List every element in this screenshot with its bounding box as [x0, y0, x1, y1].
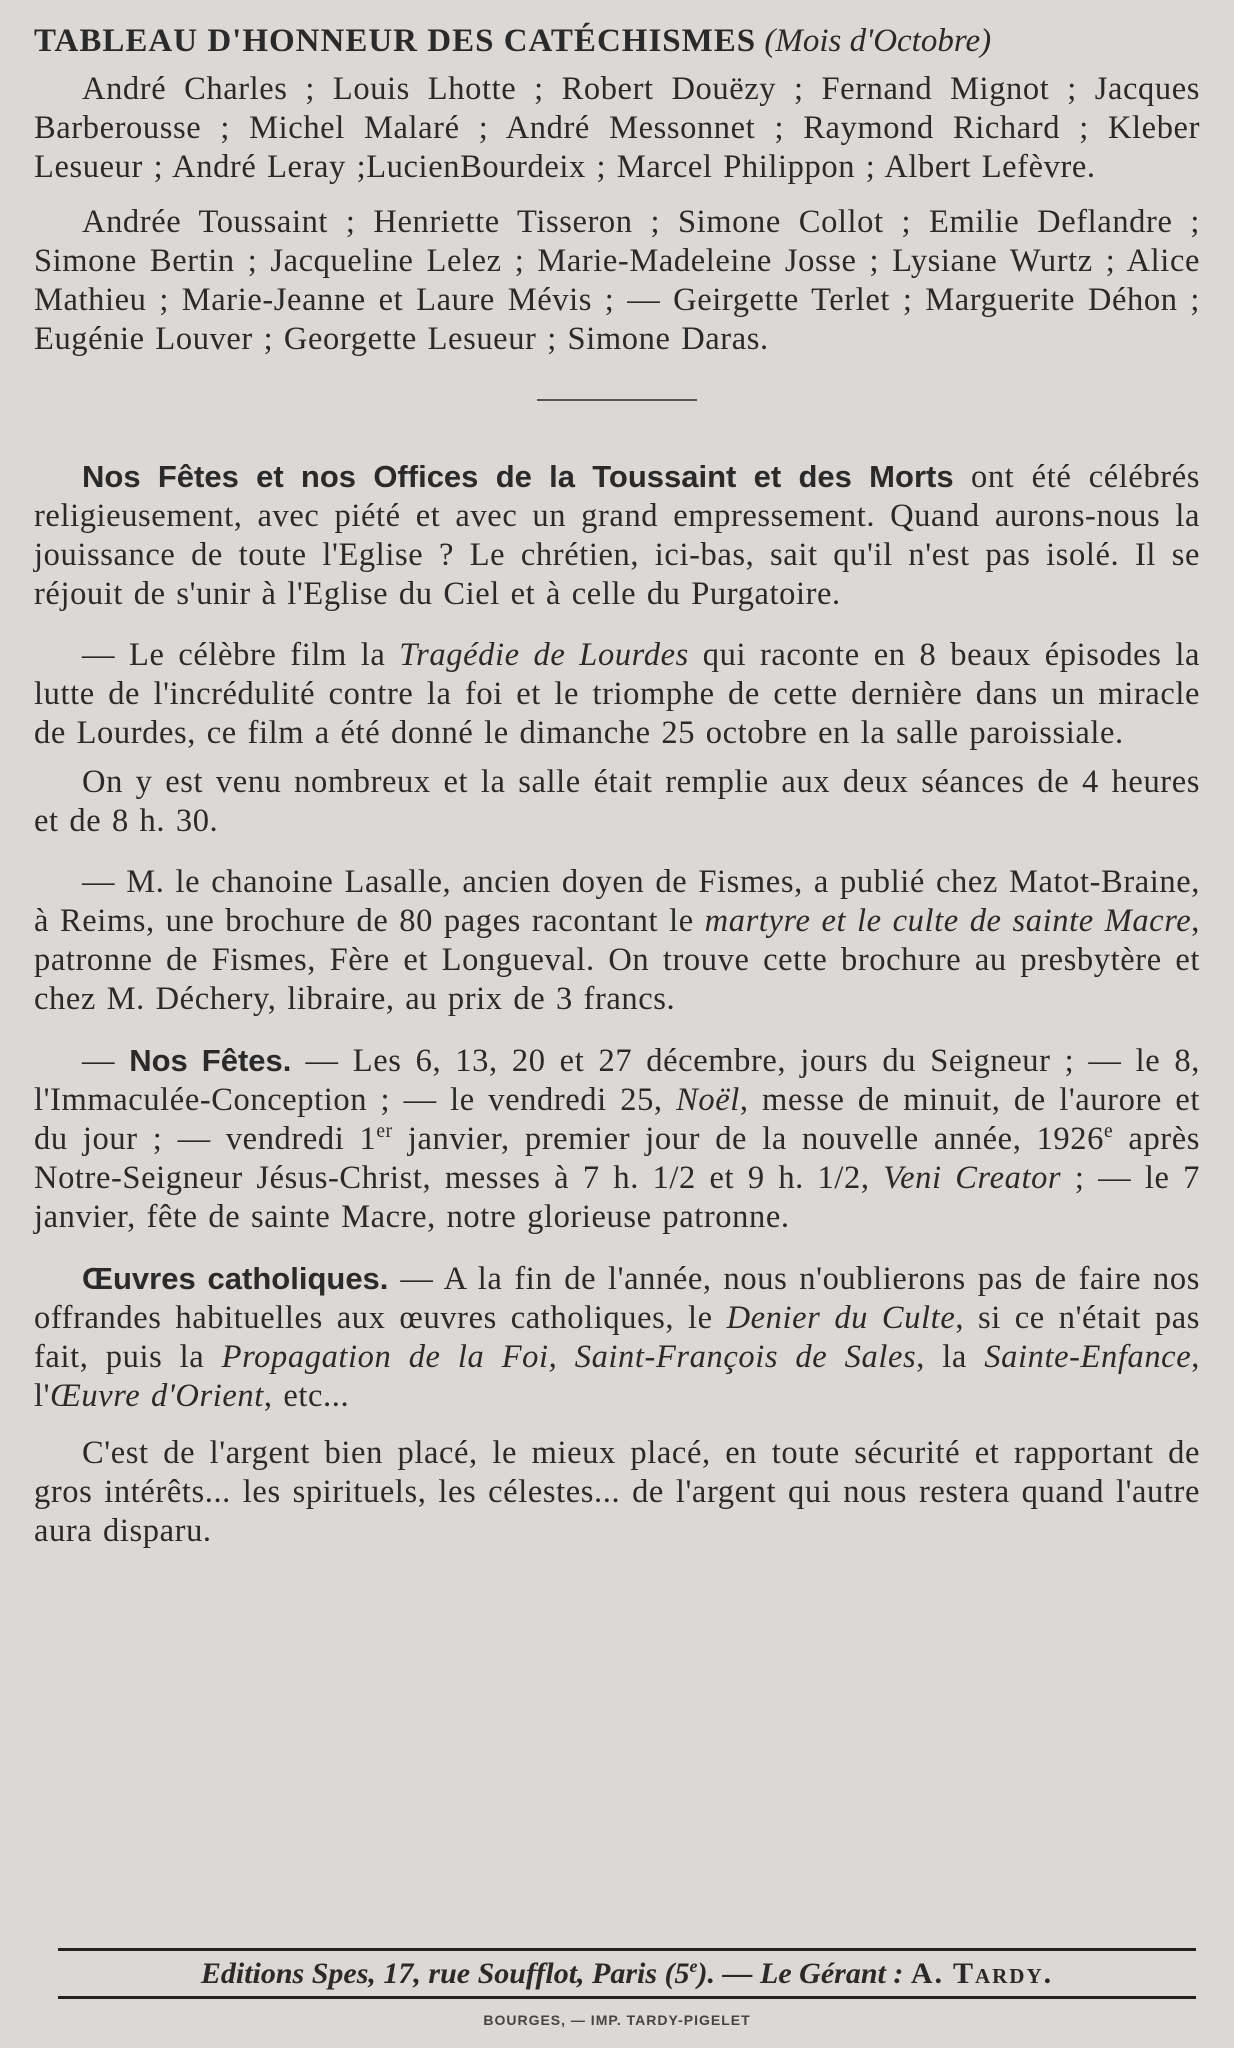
- footer-rule-bottom: [58, 1996, 1196, 1999]
- oeuvres-orient: Œuvre d'Orient: [50, 1378, 264, 1414]
- footer-pub-sup: e: [689, 1956, 698, 1976]
- footer-rule-top: [58, 1948, 1196, 1951]
- film-attendance: On y est venu nombreux et la salle était remplie aux deux séances de 4 heures et de 8 h. 30.: [34, 764, 1200, 839]
- honor-roll-title: TABLEAU D'HONNEUR DES CATÉCHISMES: [34, 23, 757, 59]
- honor-roll-boys: André Charles ; Louis Lhotte ; Robert Douëzy ; Fernand Mignot ; Jacques Barberousse ; Michel Malaré ; André Messonnet ; Raymond Richard ; Kleber Lesueur ; André Leray ;LucienBourdeix ; Marcel Philippon ; Albert Lefèvre.: [34, 71, 1200, 185]
- toussaint-lead: Nos Fêtes et nos Offices de la Toussaint et des Morts: [82, 459, 954, 494]
- honor-roll-girls: Andrée Toussaint ; Henriette Tisseron ; Simone Collot ; Emilie Deflandre ; Simone Bertin ; Jacqueline Lelez ; Marie-Madeleine Josse ; Lysiane Wurtz ; Alice Mathieu ; Marie-Jeanne et Laure Mévis ; — Geirgette Terlet ; Marguerite Déhon ; Eugénie Louver ; Georgette Lesueur ; Simone Daras.: [34, 204, 1200, 357]
- film-paragraph: [34, 636, 1200, 753]
- brochure-title: martyre et le culte de sainte Macre: [704, 903, 1192, 939]
- section-divider: [537, 399, 697, 401]
- honor-roll-subtitle: (Mois d'Octobre): [764, 23, 992, 59]
- oeuvres-text-2: , si ce n'était pas fait, puis la: [34, 1300, 1200, 1375]
- oeuvres-text-5: , etc...: [263, 1378, 350, 1414]
- oeuvres-closing: C'est de l'argent bien placé, le mieux placé, en toute sécurité et rapportant de gros intérêts... les spirituels, les célestes... de l'argent qui nous restera quand l'autre aura disparu.: [34, 1435, 1200, 1549]
- oeuvres-paragraph: [34, 1259, 1200, 1416]
- fetes-sup-er: er: [376, 1121, 393, 1143]
- toussaint-paragraph: [34, 457, 1200, 614]
- fetes-paragraph: [34, 1041, 1200, 1237]
- film-pre: — Le célèbre film la: [82, 637, 400, 673]
- film-post: qui raconte en 8 beaux épisodes la lutte de l'incrédulité contre la foi et le triomphe de cette dernière dans un miracle de Lourdes, ce film a été donné le dimanche 25 octobre en la salle paroissiale.: [34, 637, 1200, 751]
- fetes-lead: Nos Fêtes.: [129, 1043, 292, 1078]
- oeuvres-denier: Denier du Culte: [726, 1300, 956, 1336]
- fetes-text-5: ; — le 7 janvier, fête de sainte Macre, notre glorieuse patronne.: [34, 1160, 1200, 1235]
- brochure-paragraph: [34, 863, 1200, 1019]
- film-title: Tragédie de Lourdes: [399, 637, 689, 673]
- fetes-text-4: après Notre-Seigneur Jésus-Christ, messes à 7 h. 1/2 et 9 h. 1/2,: [34, 1121, 1200, 1196]
- fetes-noel: Noël: [676, 1082, 740, 1118]
- oeuvres-text-4: , l': [34, 1339, 1200, 1414]
- printer-line: BOURGES, — IMP. TARDY-PIGELET: [483, 2012, 751, 2028]
- honor-roll-heading: [34, 22, 1200, 60]
- footer-publisher-end: ). — Le Gérant :: [697, 1957, 911, 1990]
- footer-publisher: Editions Spes, 17, rue Soufflot, Paris (5: [200, 1957, 690, 1990]
- toussaint-text: ont été célébrés religieusement, avec piété et avec un grand empressement. Quand aurons-nous la jouissance de toute l'Eglise ? Le chrétien, ici-bas, sait qu'il n'est pas isolé. Il se réjouit de s'unir à l'Eglise du Ciel et à celle du Purgatoire.: [34, 459, 1200, 612]
- fetes-text-3: janvier, premier jour de la nouvelle année, 1926: [392, 1121, 1104, 1157]
- fetes-text-2: , messe de minuit, de l'aurore et du jour ; — vendredi 1: [34, 1082, 1200, 1157]
- brochure-post: , patronne de Fismes, Fère et Longueval. On trouve cette brochure au presbytère et chez M. Déchery, libraire, au prix de 3 francs.: [34, 903, 1200, 1017]
- oeuvres-text-3: , la: [916, 1339, 985, 1375]
- fetes-sup-e: e: [1104, 1121, 1114, 1143]
- brochure-pre: — M. le chanoine Lasalle, ancien doyen de Fismes, a publié chez Matot-Braine, à Reims, une brochure de 80 pages racontant le: [34, 864, 1200, 939]
- footer-imprint: [58, 1955, 1196, 1993]
- fetes-veni-creator: Veni Creator: [883, 1160, 1062, 1196]
- footer-manager: A. Tardy.: [910, 1957, 1054, 1990]
- fetes-text-1: — Les 6, 13, 20 et 27 décembre, jours du Seigneur ; — le 8, l'Immaculée-Conception ; — le vendredi 25,: [34, 1043, 1200, 1118]
- oeuvres-lead: Œuvres catholiques.: [82, 1261, 389, 1296]
- oeuvres-text-1: — A la fin de l'année, nous n'oublierons pas de faire nos offrandes habituelles aux œuvres catholiques, le: [34, 1261, 1200, 1336]
- oeuvres-propagation: Propagation de la Foi, Saint-François de Sales: [221, 1339, 917, 1375]
- oeuvres-enfance: Sainte-Enfance: [984, 1339, 1192, 1375]
- fetes-dash: —: [82, 1043, 130, 1079]
